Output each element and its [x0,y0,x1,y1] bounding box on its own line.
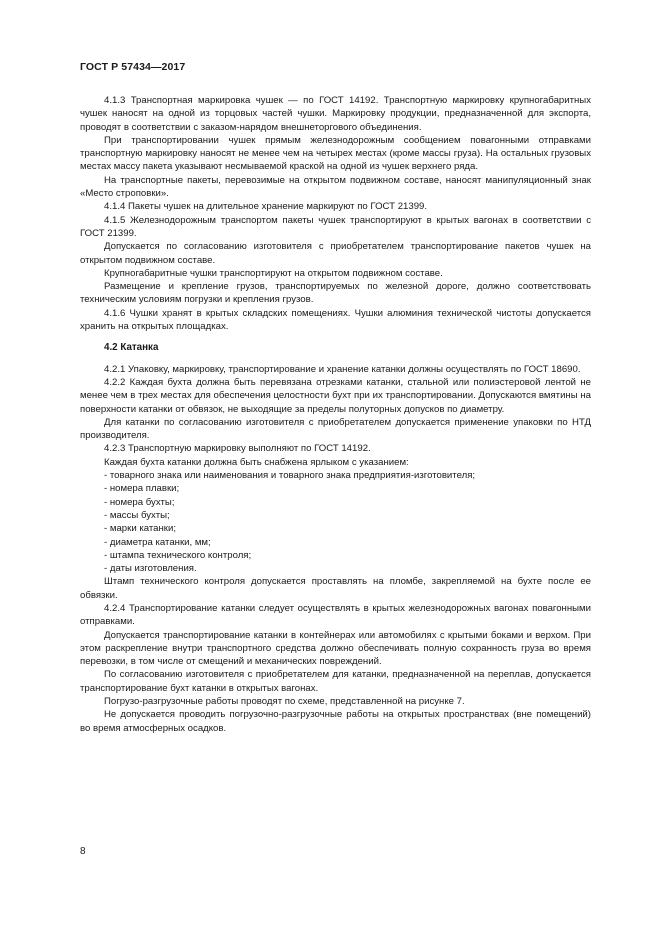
paragraph: По согласованию изготовителя с приобретателем для катанки, предназначенной на переплав, допускается транспортирование бухт катанки в открытых вагонах. [80,669,591,694]
paragraph: Каждая бухта катанки должна быть снабжена ярлыком с указанием: [104,456,409,468]
list-item: - даты изготовления. [104,563,197,575]
list-item: - диаметра катанки, мм; [104,536,211,548]
page-number: 8 [80,846,86,857]
paragraph: Крупногабаритные чушки транспортируют на открытом подвижном составе. [104,267,443,279]
paragraph: Не допускается проводить погрузочно-разгрузочные работы на открытых пространствах (вне помещений) во время атмосферных осадков. [80,709,591,734]
paragraph: При транспортировании чушек прямым железнодорожным сообщением повагонными отправками транспортную маркировку наносят не менее чем на четырех местах (кроме массы груза). На остальных грузовых местах массу пакета указывают несмываемой краской на одной из чушек верхнего ряда. [80,134,591,173]
paragraph: 4.2.2 Каждая бухта должна быть перевязана отрезками катанки, стальной или полиэстеровой лентой не менее чем в трех местах для обеспечения целостности бухт при их транспортировании. Допускаются вмятины на поверхности катанки от обвязок, не выходящие за пределы полуторных допусков по диаметру. [80,376,591,415]
paragraph: На транспортные пакеты, перевозимые на открытом подвижном составе, наносят манипуляционный знак «Место строповки». [80,174,591,200]
paragraph: Для катанки по согласованию изготовителя с приобретателем допускается применение упаковки по НТД производителя. [80,416,591,442]
list-item: - штампа технического контроля; [104,549,252,561]
paragraph: Погрузо-разгрузочные работы проводят по схеме, представленной на рисунке 7. [104,696,465,708]
document-body [80,94,591,735]
list-item: - номера бухты; [104,496,175,508]
paragraph: 4.2.3 Транспортную маркировку выполняют по ГОСТ 14192. [104,443,371,455]
paragraph: 4.2.4 Транспортирование катанки следует осуществлять в крытых железнодорожных вагонах повагонными отправками. [80,602,591,628]
paragraph: Штамп технического контроля допускается проставлять на пломбе, закрепляемой на бухте после ее обвязки. [80,576,591,601]
paragraph: 4.2.1 Упаковку, маркировку, транспортирование и хранение катанки должны осуществлять по ГОСТ 18690. [104,363,581,375]
document-header: ГОСТ Р 57434—2017 [80,61,186,73]
paragraph: 4.1.6 Чушки хранят в крытых складских помещениях. Чушки алюминия технической чистоты допускается хранить на открытых площадках. [80,307,591,333]
paragraph: Допускается по согласованию изготовителя с приобретателем транспортирование пакетов чушек на открытом подвижном составе. [80,241,591,266]
list-item: - товарного знака или наименования и товарного знака предприятия-изготовителя; [104,470,476,482]
list-item: - марки катанки; [104,523,177,535]
list-item: - номера плавки; [104,483,180,495]
section-heading: 4.2 Катанка [104,342,159,354]
paragraph: 4.1.4 Пакеты чушек на длительное хранение маркируют по ГОСТ 21399. [104,201,428,213]
list-item: - массы бухты; [104,509,170,521]
paragraph: Размещение и крепление грузов, транспортируемых по железной дороге, должно соответствовать техническим условиям погрузки и крепления грузов. [80,281,591,306]
paragraph: 4.1.5 Железнодорожным транспортом пакеты чушек транспортируют в крытых вагонах в соответствии с ГОСТ 21399. [80,214,591,239]
paragraph: 4.1.3 Транспортная маркировка чушек — по ГОСТ 14192. Транспортную маркировку крупногабаритных чушек наносят на одной из торцовых частей чушки. Маркировку продукции, предназначенной для экспорта, проводят в соответствии с заказом-нарядом внешнеторгового объединения. [80,95,591,133]
paragraph: Допускается транспортирование катанки в контейнерах или автомобилях с крытыми боками и верхом. При этом раскрепление внутри транспортного средства должно обеспечивать полную сохранность груза во время перевозки, в том числе от смещений и механических повреждений. [80,629,591,668]
